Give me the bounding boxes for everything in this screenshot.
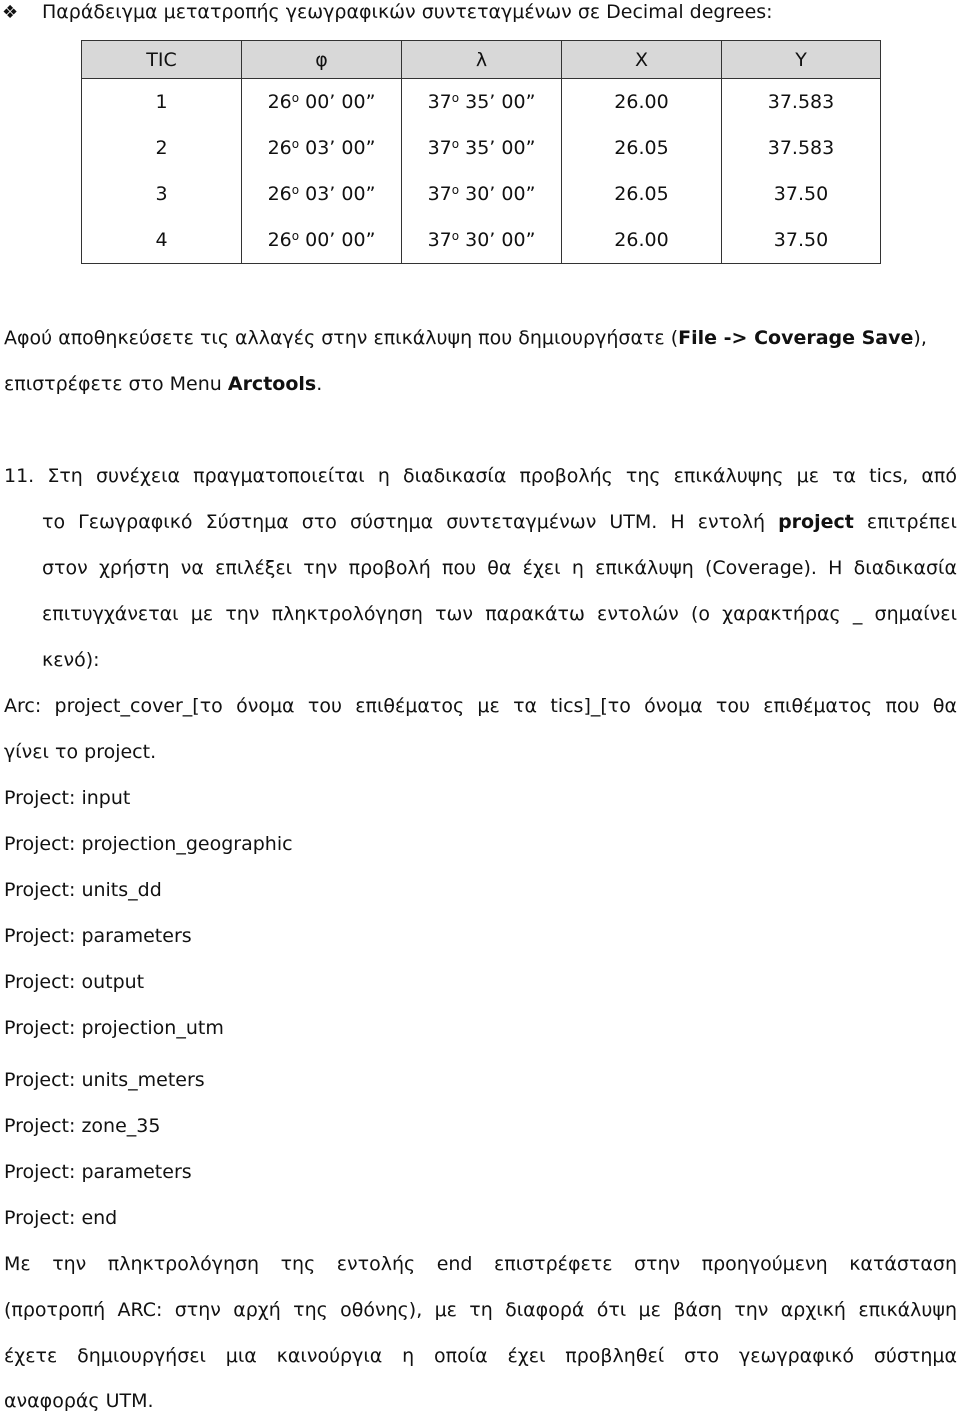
cell-lambda: $37^o$ 35’ 00”: [402, 125, 562, 171]
table-header-row: [82, 41, 881, 79]
closing-line-2: (προτροπή ARC: στην αρχή της οθόνης), με τη διαφορά ότι με βάση την αρχική επικάλυψη: [4, 1299, 957, 1321]
step11-line-2: το Γεωγραφικό Σύστημα στο σύστημα συντεταγμένων UTM. Η εντολή project επιτρέπει: [42, 511, 957, 533]
cell-y: 37.583: [722, 79, 881, 126]
header-tic: TIC: [82, 41, 242, 79]
cell-tic: 3: [82, 171, 242, 217]
arc-command-line-1: Arc: project_cover_[το όνομα του επιθέματος με τα tics]_[το όνομα του επιθέματος που θα: [4, 695, 957, 717]
bullet-icon: ❖: [2, 2, 19, 23]
project-line: Project: units_meters: [4, 1069, 205, 1091]
table-row: [82, 217, 881, 264]
step11-line-1: 11. Στη συνέχεια πραγματοποιείται η διαδικασία προβολής της επικάλυψης με τα tics, από: [4, 465, 957, 487]
cell-y: 37.50: [722, 171, 881, 217]
project-line: Project: projection_utm: [4, 1017, 224, 1039]
cell-x: 26.00: [562, 79, 722, 126]
closing-line-4: αναφοράς UTM.: [4, 1390, 154, 1412]
project-line: Project: parameters: [4, 1161, 192, 1183]
cell-tic: 1: [82, 79, 242, 126]
project-line: Project: input: [4, 787, 131, 809]
header-lambda: λ: [402, 41, 562, 79]
cell-phi: $26^o$ 00’ 00”: [242, 79, 402, 126]
cell-x: 26.05: [562, 171, 722, 217]
header-x: X: [562, 41, 722, 79]
cell-x: 26.05: [562, 125, 722, 171]
closing-line-3: έχετε δημιουργήσει μια καινούργια η οποία έχει προβληθεί στο γεωγραφικό σύστημα: [4, 1345, 957, 1367]
cell-lambda: $37^o$ 30’ 00”: [402, 217, 562, 264]
cell-y: 37.50: [722, 217, 881, 264]
arc-command-line-2: γίνει το project.: [4, 741, 157, 763]
header-phi: φ: [242, 41, 402, 79]
project-line: Project: projection_geographic: [4, 833, 293, 855]
project-line: Project: output: [4, 971, 145, 993]
table-row: [82, 79, 881, 126]
cell-x: 26.00: [562, 217, 722, 264]
coordinates-table: [81, 40, 881, 264]
project-line: Project: units_dd: [4, 879, 162, 901]
header-y: Y: [722, 41, 881, 79]
table-row: [82, 125, 881, 171]
project-line: Project: parameters: [4, 925, 192, 947]
intro-heading: Παράδειγμα μετατροπής γεωγραφικών συντεταγμένων σε Decimal degrees:: [42, 1, 773, 23]
cell-phi: $26^o$ 03’ 00”: [242, 171, 402, 217]
cell-y: 37.583: [722, 125, 881, 171]
project-line: Project: end: [4, 1207, 118, 1229]
table-row: [82, 171, 881, 217]
cell-lambda: $37^o$ 30’ 00”: [402, 171, 562, 217]
save-note-line-2: επιστρέφετε στο Menu Arctools.: [4, 373, 323, 395]
step11-line-5: κενό):: [42, 649, 100, 671]
save-note-line-1: Αφού αποθηκεύσετε τις αλλαγές στην επικάλυψη που δημιουργήσατε (File -> Coverage Save),: [4, 327, 927, 349]
cell-phi: $26^o$ 00’ 00”: [242, 217, 402, 264]
closing-line-1: Με την πληκτρολόγηση της εντολής end επιστρέφετε στην προηγούμενη κατάσταση: [4, 1253, 957, 1275]
cell-lambda: $37^o$ 35’ 00”: [402, 79, 562, 126]
cell-tic: 2: [82, 125, 242, 171]
cell-phi: $26^o$ 03’ 00”: [242, 125, 402, 171]
step11-line-4: επιτυγχάνεται με την πληκτρολόγηση των παρακάτω εντολών (ο χαρακτήρας _ σημαίνει: [42, 603, 957, 625]
step11-line-3: στον χρήστη να επιλέξει την προβολή που θα έχει η επικάλυψη (Coverage). Η διαδικασία: [42, 557, 957, 579]
cell-tic: 4: [82, 217, 242, 264]
project-line: Project: zone_35: [4, 1115, 161, 1137]
